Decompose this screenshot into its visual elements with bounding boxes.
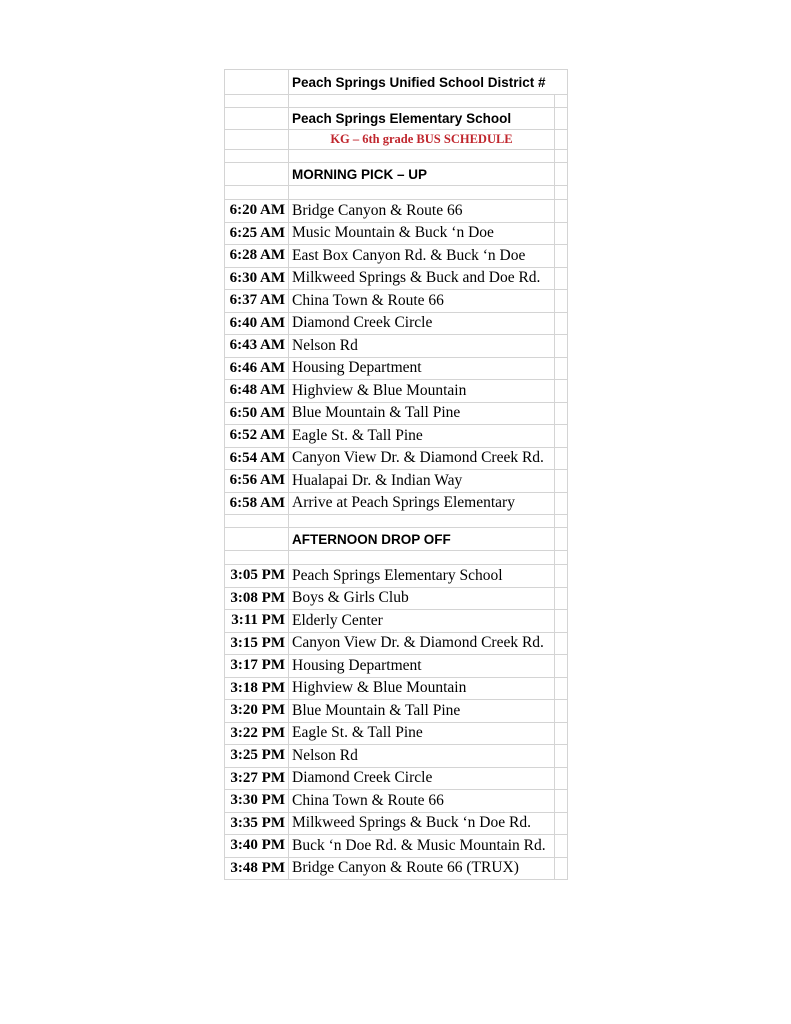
cell xyxy=(555,700,568,723)
stop-location: Boys & Girls Club xyxy=(289,587,555,610)
school-title: Peach Springs Elementary School xyxy=(289,108,555,130)
cell xyxy=(225,163,289,186)
morning-heading: MORNING PICK – UP xyxy=(289,163,555,186)
stop-location: Housing Department xyxy=(289,357,555,380)
spacer-row xyxy=(225,95,568,108)
cell xyxy=(555,767,568,790)
stop-location: Music Mountain & Buck ‘n Doe xyxy=(289,222,555,245)
cell xyxy=(555,565,568,588)
stop-time: 6:58 AM xyxy=(225,492,289,515)
stop-location: Bridge Canyon & Route 66 (TRUX) xyxy=(289,857,555,880)
stop-time: 3:25 PM xyxy=(225,745,289,768)
stop-location: Highview & Blue Mountain xyxy=(289,677,555,700)
cell xyxy=(555,722,568,745)
spacer-row xyxy=(225,186,568,200)
spacer-row xyxy=(225,551,568,565)
stop-location: Bridge Canyon & Route 66 xyxy=(289,200,555,223)
cell xyxy=(555,745,568,768)
stop-location: Canyon View Dr. & Diamond Creek Rd. xyxy=(289,447,555,470)
stop-time: 3:20 PM xyxy=(225,700,289,723)
cell xyxy=(555,200,568,223)
stop-location: Arrive at Peach Springs Elementary xyxy=(289,492,555,515)
stop-location: Blue Mountain & Tall Pine xyxy=(289,402,555,425)
stop-location: Housing Department xyxy=(289,655,555,678)
stop-time: 6:56 AM xyxy=(225,470,289,493)
morning-stop-row xyxy=(225,447,568,470)
cell xyxy=(555,857,568,880)
stop-location: Canyon View Dr. & Diamond Creek Rd. xyxy=(289,632,555,655)
cell xyxy=(555,677,568,700)
afternoon-stop-row xyxy=(225,857,568,880)
cell xyxy=(555,835,568,858)
cell xyxy=(289,515,555,528)
cell xyxy=(225,551,289,565)
cell xyxy=(555,335,568,358)
cell xyxy=(555,492,568,515)
cell xyxy=(555,551,568,565)
cell xyxy=(555,95,568,108)
cell xyxy=(225,515,289,528)
cell xyxy=(289,551,555,565)
cell xyxy=(555,402,568,425)
cell xyxy=(555,163,568,186)
stop-time: 6:52 AM xyxy=(225,425,289,448)
stop-time: 3:05 PM xyxy=(225,565,289,588)
cell xyxy=(225,130,289,150)
stop-time: 6:54 AM xyxy=(225,447,289,470)
stop-time: 6:25 AM xyxy=(225,222,289,245)
stop-time: 6:20 AM xyxy=(225,200,289,223)
cell xyxy=(555,186,568,200)
cell xyxy=(555,655,568,678)
schedule-subtitle: KG – 6th grade BUS SCHEDULE xyxy=(289,130,555,150)
spacer-row xyxy=(225,150,568,163)
stop-location: Eagle St. & Tall Pine xyxy=(289,425,555,448)
stop-location: Milkweed Springs & Buck and Doe Rd. xyxy=(289,267,555,290)
stop-time: 3:22 PM xyxy=(225,722,289,745)
cell xyxy=(555,812,568,835)
morning-stop-row xyxy=(225,380,568,403)
stop-location: Buck ‘n Doe Rd. & Music Mountain Rd. xyxy=(289,835,555,858)
stop-location: China Town & Route 66 xyxy=(289,290,555,313)
spacer-row xyxy=(225,515,568,528)
stop-time: 6:50 AM xyxy=(225,402,289,425)
stop-location: Nelson Rd xyxy=(289,745,555,768)
afternoon-stop-row xyxy=(225,790,568,813)
cell xyxy=(555,380,568,403)
afternoon-stop-row xyxy=(225,745,568,768)
cell xyxy=(555,528,568,551)
morning-stop-row xyxy=(225,402,568,425)
stop-time: 3:40 PM xyxy=(225,835,289,858)
stop-location: Diamond Creek Circle xyxy=(289,767,555,790)
afternoon-stop-row xyxy=(225,700,568,723)
cell xyxy=(555,447,568,470)
afternoon-stop-row xyxy=(225,677,568,700)
stop-time: 6:30 AM xyxy=(225,267,289,290)
afternoon-stop-row xyxy=(225,565,568,588)
district-title: Peach Springs Unified School District # xyxy=(289,70,568,95)
stop-time: 3:08 PM xyxy=(225,587,289,610)
cell xyxy=(555,290,568,313)
stop-location: Eagle St. & Tall Pine xyxy=(289,722,555,745)
stop-time: 3:11 PM xyxy=(225,610,289,633)
cell xyxy=(555,587,568,610)
morning-heading-row xyxy=(225,163,568,186)
cell xyxy=(555,515,568,528)
afternoon-stop-row xyxy=(225,632,568,655)
stop-location: Nelson Rd xyxy=(289,335,555,358)
stop-time: 6:43 AM xyxy=(225,335,289,358)
cell xyxy=(225,108,289,130)
stop-location: Diamond Creek Circle xyxy=(289,312,555,335)
subtitle-row xyxy=(225,130,568,150)
stop-time: 3:15 PM xyxy=(225,632,289,655)
stop-time: 3:18 PM xyxy=(225,677,289,700)
morning-stop-row xyxy=(225,470,568,493)
afternoon-stop-row xyxy=(225,722,568,745)
morning-stop-row xyxy=(225,200,568,223)
cell xyxy=(555,790,568,813)
morning-stop-row xyxy=(225,357,568,380)
stop-location: Peach Springs Elementary School xyxy=(289,565,555,588)
cell xyxy=(225,150,289,163)
afternoon-stop-row xyxy=(225,767,568,790)
afternoon-stop-row xyxy=(225,835,568,858)
morning-stop-row xyxy=(225,492,568,515)
stop-time: 6:46 AM xyxy=(225,357,289,380)
stop-time: 3:17 PM xyxy=(225,655,289,678)
stop-location: East Box Canyon Rd. & Buck ‘n Doe xyxy=(289,245,555,268)
cell xyxy=(555,222,568,245)
cell xyxy=(555,130,568,150)
stop-time: 3:30 PM xyxy=(225,790,289,813)
stop-time: 6:37 AM xyxy=(225,290,289,313)
afternoon-heading-row xyxy=(225,528,568,551)
morning-stop-row xyxy=(225,312,568,335)
cell xyxy=(555,267,568,290)
cell xyxy=(289,150,555,163)
cell xyxy=(555,312,568,335)
morning-stop-row xyxy=(225,425,568,448)
cell xyxy=(555,357,568,380)
cell xyxy=(289,95,555,108)
afternoon-stop-row xyxy=(225,812,568,835)
stop-location: China Town & Route 66 xyxy=(289,790,555,813)
stop-location: Milkweed Springs & Buck ‘n Doe Rd. xyxy=(289,812,555,835)
cell xyxy=(555,108,568,130)
cell xyxy=(555,610,568,633)
afternoon-heading: AFTERNOON DROP OFF xyxy=(289,528,555,551)
morning-stop-row xyxy=(225,335,568,358)
morning-stop-row xyxy=(225,245,568,268)
stop-location: Blue Mountain & Tall Pine xyxy=(289,700,555,723)
morning-stop-row xyxy=(225,267,568,290)
cell xyxy=(555,470,568,493)
stop-time: 3:48 PM xyxy=(225,857,289,880)
stop-location: Elderly Center xyxy=(289,610,555,633)
district-row xyxy=(225,70,568,95)
cell xyxy=(225,95,289,108)
afternoon-stop-row xyxy=(225,610,568,633)
stop-time: 6:28 AM xyxy=(225,245,289,268)
cell xyxy=(555,425,568,448)
morning-stop-row xyxy=(225,222,568,245)
stop-time: 6:48 AM xyxy=(225,380,289,403)
cell xyxy=(289,186,555,200)
afternoon-stop-row xyxy=(225,655,568,678)
school-row xyxy=(225,108,568,130)
stop-location: Hualapai Dr. & Indian Way xyxy=(289,470,555,493)
afternoon-stop-row xyxy=(225,587,568,610)
stop-time: 3:35 PM xyxy=(225,812,289,835)
cell xyxy=(555,245,568,268)
stop-location: Highview & Blue Mountain xyxy=(289,380,555,403)
stop-time: 3:27 PM xyxy=(225,767,289,790)
stop-time: 6:40 AM xyxy=(225,312,289,335)
cell xyxy=(555,632,568,655)
cell xyxy=(225,70,289,95)
cell xyxy=(555,150,568,163)
cell xyxy=(225,186,289,200)
morning-stop-row xyxy=(225,290,568,313)
cell xyxy=(225,528,289,551)
bus-schedule-table xyxy=(224,69,568,880)
